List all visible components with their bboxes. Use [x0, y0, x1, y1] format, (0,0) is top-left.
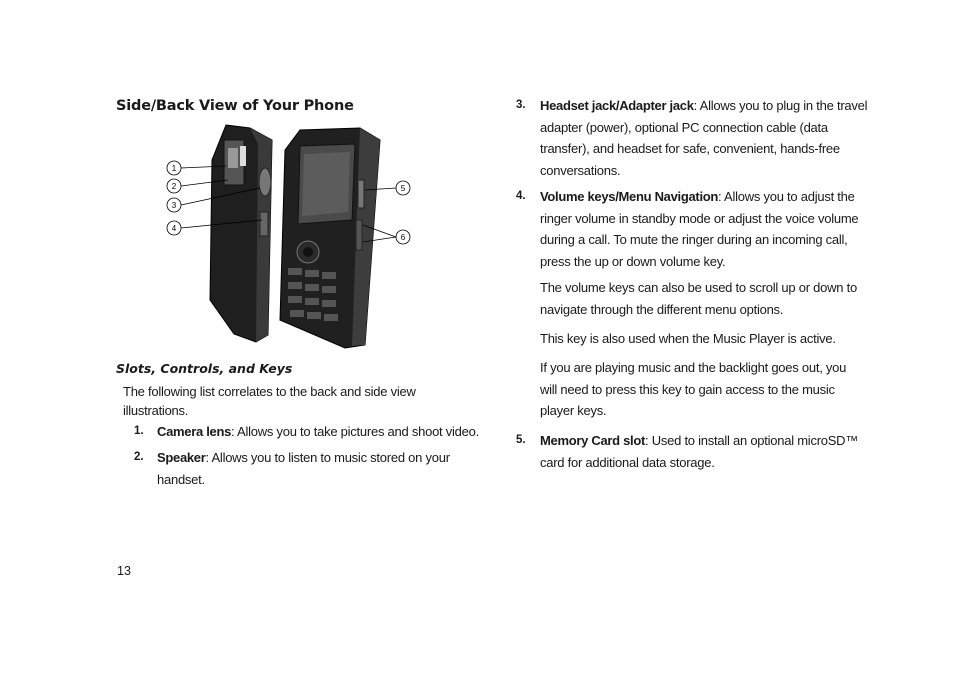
svg-text:5: 5 — [400, 184, 406, 193]
item-description: conversations. — [540, 163, 621, 179]
item-description: ringer volume in standby mode or adjust the voice volume — [540, 210, 859, 226]
item-term: Memory Card slot — [540, 433, 646, 448]
phone-illustration — [160, 120, 420, 352]
callout-6 — [396, 230, 410, 244]
svg-text:6: 6 — [400, 233, 406, 242]
item-description: : Allows you to listen to music stored on your — [205, 450, 450, 465]
svg-text:4: 4 — [171, 224, 177, 233]
svg-text:2: 2 — [171, 182, 177, 191]
item-description: handset. — [157, 471, 205, 487]
item-number: 2. — [134, 451, 144, 463]
phone-side-back-view — [160, 120, 420, 352]
item-term: Headset jack/Adapter jack — [540, 98, 694, 113]
callout-1 — [167, 161, 181, 175]
volume-keys-paragraph-backlight: If you are playing music and the backlight goes out, you will need to press this key to gain access to the music player keys. — [540, 360, 847, 419]
item-term: Speaker — [157, 450, 206, 465]
item-term: Volume keys/Menu Navigation — [540, 189, 719, 204]
callout-3 — [167, 198, 181, 212]
phone-back-view — [210, 125, 272, 342]
volume-keys-paragraph-music-player: This key is also used when the Music Player is active. — [540, 331, 836, 346]
list-item-memory-card-slot — [516, 430, 859, 474]
item-description: adapter (power), optional PC connection cable (data — [540, 119, 828, 135]
item-description: : Allows you to adjust the — [718, 189, 855, 204]
svg-text:3: 3 — [171, 201, 177, 210]
item-number: 1. — [134, 425, 144, 437]
callout-2 — [167, 179, 181, 193]
item-description: card for additional data storage. — [540, 454, 715, 470]
list-item-volume-keys — [516, 186, 859, 274]
intro-paragraph: The following list correlates to the back and side view illustrations. — [123, 384, 416, 418]
list-item-headset-jack — [516, 95, 868, 183]
item-term: Camera lens — [157, 424, 232, 439]
item-description: : Allows you to plug in the travel — [693, 98, 868, 113]
section-title: Side/Back View of Your Phone — [116, 98, 354, 114]
item-description: press the up or down volume key. — [540, 254, 726, 270]
callout-4 — [167, 221, 181, 235]
subsection-title: Slots, Controls, and Keys — [116, 361, 293, 376]
list-item-speaker — [134, 447, 464, 491]
phone-front-view — [280, 128, 380, 348]
item-number: 5. — [516, 434, 526, 446]
item-description: during a call. To mute the ringer during an incoming call, — [540, 232, 848, 248]
page-number: 13 — [117, 564, 131, 578]
callout-5 — [396, 181, 410, 195]
item-description: transfer), and headset for safe, convenient, hands-free — [540, 141, 840, 157]
item-description: : Allows you to take pictures and shoot video. — [231, 424, 479, 439]
item-number: 3. — [516, 99, 526, 111]
item-description: : Used to install an optional microSD™ — [645, 433, 859, 448]
volume-keys-paragraph-scroll: The volume keys can also be used to scroll up or down to navigate through the different menu options. — [540, 280, 857, 317]
svg-text:1: 1 — [171, 164, 177, 173]
list-item-camera-lens — [134, 421, 479, 443]
item-number: 4. — [516, 190, 526, 202]
